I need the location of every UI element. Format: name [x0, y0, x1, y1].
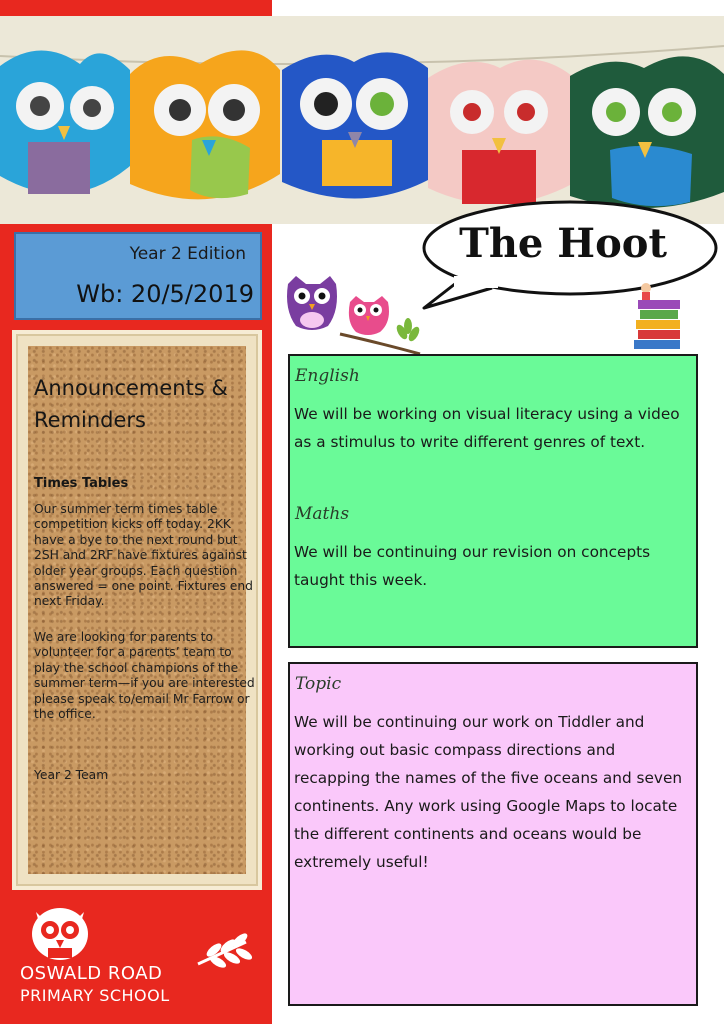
sign-off: Year 2 Team — [34, 768, 109, 782]
owl-bunting-illustration — [0, 16, 724, 224]
top-red-strip — [0, 0, 272, 16]
owl-5 — [570, 56, 724, 208]
laurel-leaves-icon — [198, 931, 254, 970]
owl-banner-image — [0, 16, 724, 224]
edition-label: Year 2 Edition — [129, 244, 246, 264]
newsletter-title: The Hoot — [459, 220, 667, 267]
maths-heading: Maths — [295, 504, 350, 524]
parents-team-paragraph: We are looking for parents to volunteer for a parents’ team to play the school champions of the summer term—if you are interested please speak to/email Mr Farrow or the office. — [34, 630, 255, 722]
owl-4 — [428, 60, 572, 204]
books-stack-icon — [630, 280, 688, 352]
topic-panel — [288, 662, 698, 1006]
owl-1 — [0, 50, 130, 194]
owl-3 — [282, 52, 428, 198]
two-owls-on-branch-icon — [284, 270, 424, 356]
school-name-line-2: PRIMARY SCHOOL — [20, 986, 170, 1005]
announcements-corkboard — [12, 330, 262, 890]
week-beginning-date: Wb: 20/5/2019 — [76, 280, 254, 308]
school-name-line-1: OSWALD ROAD — [20, 963, 163, 984]
times-tables-heading: Times Tables — [34, 476, 129, 491]
english-heading: English — [295, 366, 360, 386]
owl-2 — [130, 50, 280, 199]
english-maths-panel — [288, 354, 698, 648]
topic-text: We will be continuing our work on Tiddler and working out basic compass directions and recapping the names of the five oceans and seven continents. Any work using Google Maps to locate the different continents and oceans would be extremely useful! — [294, 713, 683, 871]
announcements-title: Announcements & Reminders — [34, 376, 228, 432]
english-text: We will be working on visual literacy using a video as a stimulus to write different genres of text. — [294, 405, 680, 451]
maths-text: We will be continuing our revision on concepts taught this week. — [294, 543, 651, 589]
edition-panel — [14, 232, 262, 320]
times-tables-paragraph: Our summer term times table competition kicks off today. 2KK have a bye to the next round but 2SH and 2RF have fixtures against older year groups. Each question answered = one point. Fixtures end next Friday. — [34, 502, 253, 609]
topic-heading: Topic — [295, 674, 342, 694]
